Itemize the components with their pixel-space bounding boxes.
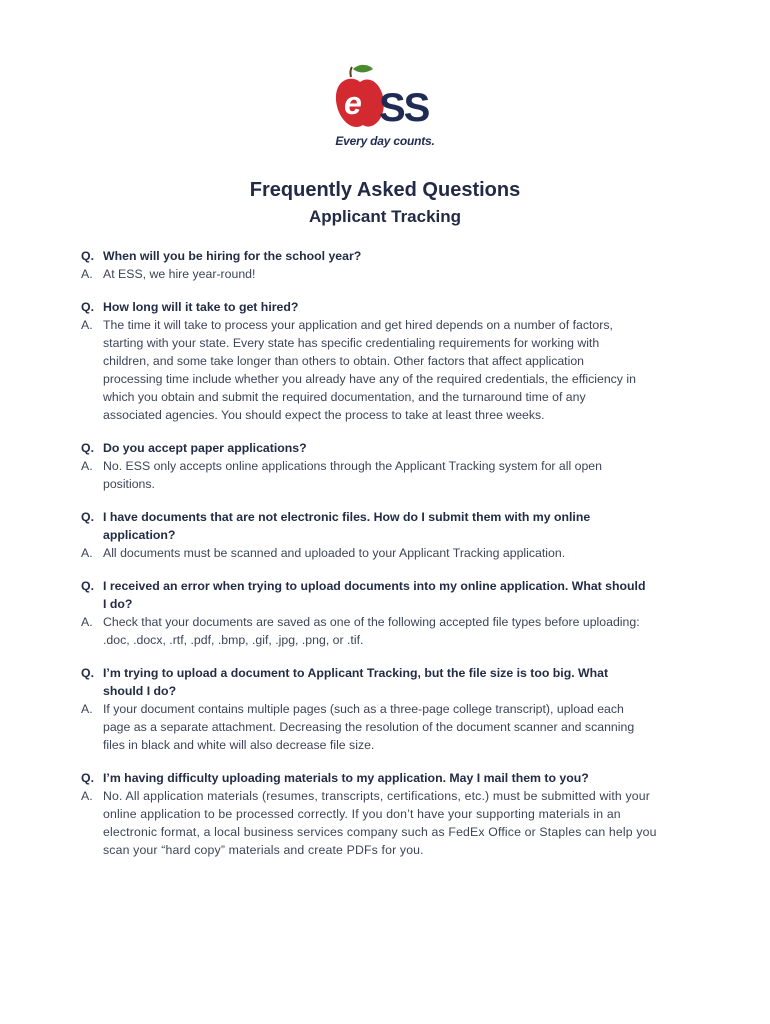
answer-line: page as a separate attachment. Decreasing the resolution of the document scanner and scanning xyxy=(103,720,635,734)
question-line: I have documents that are not electronic files. How do I submit them with my online xyxy=(103,510,591,524)
answer xyxy=(81,544,693,562)
answer-line: positions. xyxy=(103,477,155,491)
answer-text xyxy=(103,700,693,754)
answer-marker: A. xyxy=(81,546,93,560)
question-line: Do you accept paper applications? xyxy=(103,441,307,455)
answer-marker: A. xyxy=(81,318,93,332)
answer-text xyxy=(103,544,693,562)
question-marker: Q. xyxy=(81,510,94,524)
question xyxy=(81,664,693,700)
question xyxy=(81,298,693,316)
question-text xyxy=(103,508,693,544)
question-line: I do? xyxy=(103,597,133,611)
answer-text xyxy=(103,613,693,649)
question-line: I received an error when trying to upload documents into my online application. What should xyxy=(103,579,646,593)
answer-line: associated agencies. You should expect the process to take at least three weeks. xyxy=(103,408,545,422)
svg-text:e: e xyxy=(344,85,362,121)
svg-text:SS: SS xyxy=(379,86,429,130)
answer-marker: A. xyxy=(81,615,93,629)
answer-line: If your document contains multiple pages (such as a three-page college transcript), upload each xyxy=(103,702,624,716)
question-line: application? xyxy=(103,528,176,542)
question-marker: Q. xyxy=(81,666,94,680)
question-line: I’m trying to upload a document to Applicant Tracking, but the file size is too big. What xyxy=(103,666,609,680)
page-title: Frequently Asked Questions xyxy=(249,179,521,201)
answer xyxy=(81,613,693,649)
question-text xyxy=(103,769,693,787)
question-text xyxy=(103,247,693,265)
question-text xyxy=(103,664,693,700)
answer-line: electronic format, a local business services company such as FedEx Office or Staples can help you xyxy=(103,825,657,839)
question-marker: Q. xyxy=(81,441,94,455)
question-marker: Q. xyxy=(81,579,94,593)
answer-text xyxy=(103,787,693,859)
question-line: I’m having difficulty uploading materials to my application. May I mail them to you? xyxy=(103,771,589,785)
answer-line: No. ESS only accepts online applications through the Applicant Tracking system for all open xyxy=(103,459,602,473)
faq-item xyxy=(81,508,693,562)
faq-list xyxy=(81,247,693,874)
answer-line: online application to be processed correctly. If you don’t have your supporting materials in an xyxy=(103,807,621,821)
question xyxy=(81,439,693,457)
question-marker: Q. xyxy=(81,300,94,314)
question-line: How long will it take to get hired? xyxy=(103,300,299,314)
logo-tagline: Every day counts. xyxy=(335,134,435,148)
answer-line: At ESS, we hire year-round! xyxy=(103,267,256,281)
answer-line: which you obtain and submit the required documentation, and the turnaround time of any xyxy=(103,390,586,404)
question-line: When will you be hiring for the school year? xyxy=(103,249,362,263)
answer-text xyxy=(103,265,693,283)
faq-item xyxy=(81,298,693,424)
question-text xyxy=(103,439,693,457)
answer-line: files in black and white will also decrease file size. xyxy=(103,738,375,752)
answer xyxy=(81,700,693,754)
question-text xyxy=(103,298,693,316)
faq-item xyxy=(81,247,693,283)
answer-line: .doc, .docx, .rtf, .pdf, .bmp, .gif, .jpg, .png, or .tif. xyxy=(103,633,364,647)
answer xyxy=(81,265,693,283)
question xyxy=(81,769,693,787)
faq-item xyxy=(81,769,693,859)
answer-marker: A. xyxy=(81,267,93,281)
answer xyxy=(81,457,693,493)
answer-line: All documents must be scanned and uploaded to your Applicant Tracking application. xyxy=(103,546,566,560)
faq-item xyxy=(81,577,693,649)
answer-text xyxy=(103,457,693,493)
answer-line: processing time include whether you already have any of the required credentials, the efficiency in xyxy=(103,372,636,386)
answer-marker: A. xyxy=(81,702,93,716)
faq-item xyxy=(81,664,693,754)
question-marker: Q. xyxy=(81,249,94,263)
answer xyxy=(81,787,693,859)
answer-line: starting with your state. Every state has specific credentialing requirements for working with xyxy=(103,336,600,350)
answer-marker: A. xyxy=(81,789,93,803)
question-text xyxy=(103,577,693,613)
question xyxy=(81,247,693,265)
answer-line: Check that your documents are saved as one of the following accepted file types before uploading: xyxy=(103,615,640,629)
question xyxy=(81,577,693,613)
answer-text xyxy=(103,316,693,424)
faq-item xyxy=(81,439,693,493)
answer-line: scan your “hard copy” materials and create PDFs for you. xyxy=(103,843,424,857)
answer-line: No. All application materials (resumes, transcripts, certifications, etc.) must be submitted with your xyxy=(103,789,650,803)
question-marker: Q. xyxy=(81,771,94,785)
answer-line: The time it will take to process your application and get hired depends on a number of factors, xyxy=(103,318,613,332)
question xyxy=(81,508,693,544)
answer-marker: A. xyxy=(81,459,93,473)
answer xyxy=(81,316,693,424)
answer-line: children, and some take longer than others to obtain. Other factors that affect application xyxy=(103,354,585,368)
question-line: should I do? xyxy=(103,684,177,698)
page-subtitle: Applicant Tracking xyxy=(308,207,462,226)
